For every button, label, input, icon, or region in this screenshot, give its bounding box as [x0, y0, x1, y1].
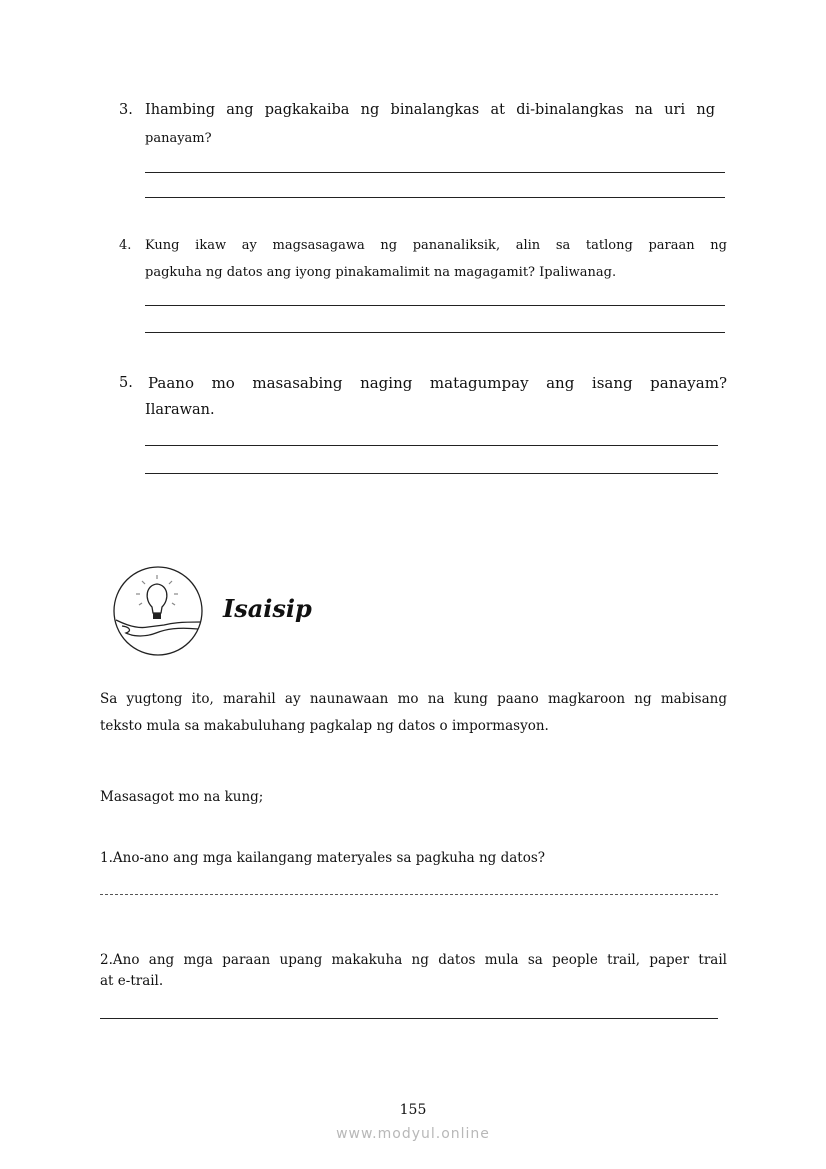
lightbulb-hand-icon — [112, 565, 204, 657]
question-5-text: Paano mo masasabing naging matagumpay ang isang panayam? — [148, 374, 727, 392]
answer-line[interactable] — [100, 894, 718, 895]
answer-line[interactable] — [145, 445, 718, 446]
question-4-text: Kung ikaw ay magsasagawa ng pananaliksik, alin sa tatlong paraan ng — [145, 238, 727, 253]
answer-line[interactable] — [100, 1018, 718, 1019]
section-title: Isaisip — [223, 594, 312, 623]
question-3-text-cont: panayam? — [145, 131, 212, 146]
question-3-number: 3. — [119, 102, 133, 118]
answer-line[interactable] — [145, 473, 718, 474]
question-4-number: 4. — [119, 238, 132, 253]
intro-text: Sa yugtong ito, marahil ay naunawaan mo na kung paano magkaroon ng mabisang — [100, 691, 727, 707]
question-3-text: Ihambing ang pagkakaiba ng binalangkas at di-binalangkas na uri ng — [145, 102, 715, 118]
answer-line[interactable] — [145, 172, 725, 173]
intro-text-cont: teksto mula sa makabuluhang pagkalap ng datos o impormasyon. — [100, 718, 549, 734]
bottom-question-2-cont: at e-trail. — [100, 973, 164, 989]
answer-line[interactable] — [145, 305, 725, 306]
question-4-text-cont: pagkuha ng datos ang iyong pinakamalimit na magagamit? Ipaliwanag. — [145, 265, 617, 280]
bottom-question-2: 2.Ano ang mga paraan upang makakuha ng datos mula sa people trail, paper trail — [100, 952, 727, 968]
answer-line[interactable] — [145, 332, 725, 333]
bottom-question-1: 1.Ano-ano ang mga kailangang materyales sa pagkuha ng datos? — [100, 850, 546, 866]
question-5-text-cont: Ilarawan. — [145, 402, 215, 418]
lead-text: Masasagot mo na kung; — [100, 789, 264, 805]
watermark: www.modyul.online — [336, 1126, 490, 1142]
page-number: 155 — [399, 1102, 427, 1118]
answer-line[interactable] — [145, 197, 725, 198]
question-5-number: 5. — [119, 375, 133, 391]
